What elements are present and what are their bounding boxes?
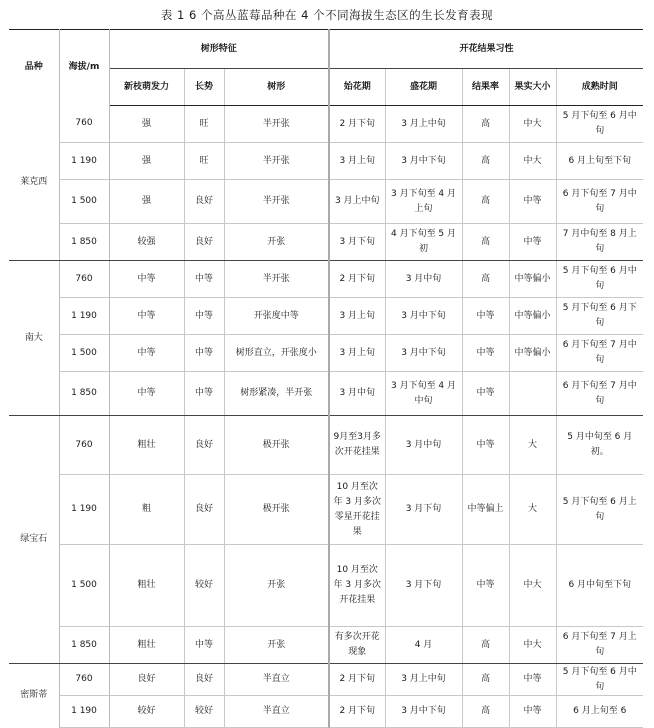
data-cell: 中等 <box>109 298 184 335</box>
data-cell: 半直立 <box>224 696 329 728</box>
altitude-cell: 760 <box>59 261 109 298</box>
altitude-cell: 1 850 <box>59 372 109 416</box>
data-cell: 3 月下旬至 4 月上旬 <box>385 180 462 224</box>
data-cell: 良好 <box>184 224 224 261</box>
data-cell: 有多次开花现象 <box>329 627 385 664</box>
data-cell: 中等 <box>184 261 224 298</box>
header-first-bloom: 始花期 <box>329 69 385 106</box>
table-body <box>9 106 643 728</box>
data-cell: 中等 <box>109 261 184 298</box>
data-cell: 中等偏小 <box>509 261 556 298</box>
table-row <box>9 180 643 224</box>
data-cell: 良好 <box>184 475 224 545</box>
data-cell: 中等 <box>509 664 556 696</box>
data-cell: 5 月中旬至 6 月初。 <box>556 416 643 475</box>
data-cell: 中大 <box>509 143 556 180</box>
altitude-cell: 1 190 <box>59 143 109 180</box>
header-tree-group: 树形特征 <box>109 30 329 69</box>
data-cell: 2 月下旬 <box>329 696 385 728</box>
data-cell: 3 月上旬 <box>329 298 385 335</box>
table-row <box>9 416 643 475</box>
data-cell: 良好 <box>184 416 224 475</box>
data-cell: 高 <box>462 224 509 261</box>
data-cell: 中等 <box>109 372 184 416</box>
header-maturity: 成熟时间 <box>556 69 643 106</box>
data-cell: 良好 <box>184 664 224 696</box>
data-cell: 3 月中下旬 <box>385 298 462 335</box>
data-cell: 3 月中下旬 <box>385 143 462 180</box>
variety-cell: 南大 <box>9 261 59 416</box>
data-cell: 开张度中等 <box>224 298 329 335</box>
data-cell: 良好 <box>109 664 184 696</box>
header-fruit-set: 结果率 <box>462 69 509 106</box>
data-cell: 3 月上旬 <box>329 335 385 372</box>
data-cell: 6 月上旬至 6 <box>556 696 643 728</box>
data-cell: 5 月下旬至 6 月下旬 <box>556 298 643 335</box>
data-cell: 高 <box>462 180 509 224</box>
data-cell: 中等 <box>509 224 556 261</box>
data-cell: 6 月下旬至 7 月中旬 <box>556 335 643 372</box>
altitude-cell: 760 <box>59 416 109 475</box>
table-row <box>9 475 643 545</box>
data-cell: 3 月上旬 <box>329 143 385 180</box>
altitude-cell: 1 190 <box>59 475 109 545</box>
altitude-cell: 1 500 <box>59 180 109 224</box>
data-cell: 3 月中下旬 <box>385 335 462 372</box>
data-cell: 2 月下旬 <box>329 106 385 143</box>
table-row <box>9 261 643 298</box>
data-cell: 强 <box>109 106 184 143</box>
data-cell: 3 月上中旬 <box>329 180 385 224</box>
data-cell: 中等 <box>462 335 509 372</box>
variety-cell: 密斯蒂 <box>9 664 59 728</box>
data-cell: 10 月至次年 3 月多次开花挂果 <box>329 545 385 627</box>
data-cell: 6 月下旬至 7 月中旬 <box>556 180 643 224</box>
data-cell: 中等 <box>184 372 224 416</box>
data-cell: 中等 <box>462 416 509 475</box>
data-cell: 高 <box>462 696 509 728</box>
data-cell: 2 月下旬 <box>329 261 385 298</box>
data-cell: 3 月下旬 <box>385 545 462 627</box>
data-cell: 树形紧凑，半开张 <box>224 372 329 416</box>
data-cell: 中等 <box>462 372 509 416</box>
data-cell: 中等 <box>462 298 509 335</box>
data-cell: 6 月上旬至下旬 <box>556 143 643 180</box>
data-cell: 中等偏小 <box>509 298 556 335</box>
data-cell: 半开张 <box>224 143 329 180</box>
data-cell: 旺 <box>184 106 224 143</box>
data-cell: 中等 <box>462 545 509 627</box>
data-cell: 高 <box>462 261 509 298</box>
data-cell: 高 <box>462 627 509 664</box>
header-full-bloom: 盛花期 <box>385 69 462 106</box>
data-cell: 3 月上中旬 <box>385 664 462 696</box>
table-row <box>9 143 643 180</box>
data-cell: 半开张 <box>224 106 329 143</box>
table-row <box>9 372 643 416</box>
data-cell: 6 月中旬至下旬 <box>556 545 643 627</box>
data-cell: 中大 <box>509 106 556 143</box>
altitude-cell: 1 850 <box>59 224 109 261</box>
header-variety: 品种 <box>9 30 59 106</box>
data-cell: 6 月下旬至 7 月上旬 <box>556 627 643 664</box>
data-cell: 中等 <box>184 335 224 372</box>
data-cell: 7 月中旬至 8 月上旬 <box>556 224 643 261</box>
data-cell: 3 月下旬 <box>329 224 385 261</box>
data-cell: 中大 <box>509 545 556 627</box>
data-cell: 5 月下旬至 6 月中旬 <box>556 261 643 298</box>
data-cell: 高 <box>462 664 509 696</box>
data-cell: 极开张 <box>224 416 329 475</box>
data-cell: 旺 <box>184 143 224 180</box>
altitude-cell: 1 190 <box>59 298 109 335</box>
data-cell: 3 月中旬 <box>329 372 385 416</box>
data-cell: 良好 <box>184 180 224 224</box>
data-cell: 中等 <box>509 180 556 224</box>
data-cell: 粗壮 <box>109 545 184 627</box>
data-cell: 中等 <box>509 696 556 728</box>
data-cell: 4 月下旬至 5 月初 <box>385 224 462 261</box>
data-cell: 6 月下旬至 7 月中旬 <box>556 372 643 416</box>
data-cell: 中等 <box>184 298 224 335</box>
table-row <box>9 627 643 664</box>
data-cell: 4 月 <box>385 627 462 664</box>
table-caption: 表 1 6 个高丛蓝莓品种在 4 个不同海拔生态区的生长发育表现 <box>160 8 494 22</box>
header-altitude: 海拔/m <box>59 30 109 106</box>
data-cell: 5 月下旬至 6 月中旬 <box>556 106 643 143</box>
data-cell: 较好 <box>109 696 184 728</box>
table-row <box>9 545 643 627</box>
data-cell: 较好 <box>184 696 224 728</box>
header-fruit-group: 开花结果习性 <box>329 30 643 69</box>
header-fruit-size: 果实大小 <box>509 69 556 106</box>
data-cell: 3 月中旬 <box>385 261 462 298</box>
data-cell: 10 月至次年 3 月多次零星开花挂果 <box>329 475 385 545</box>
altitude-cell: 760 <box>59 106 109 143</box>
data-cell: 强 <box>109 180 184 224</box>
data-cell: 粗壮 <box>109 416 184 475</box>
data-cell: 3 月中下旬 <box>385 696 462 728</box>
data-cell: 开张 <box>224 545 329 627</box>
altitude-cell: 760 <box>59 664 109 696</box>
data-cell: 强 <box>109 143 184 180</box>
data-cell: 5 月下旬至 6 月上旬 <box>556 475 643 545</box>
altitude-cell: 1 850 <box>59 627 109 664</box>
table-row <box>9 224 643 261</box>
data-cell: 中等偏上 <box>462 475 509 545</box>
data-cell: 半开张 <box>224 180 329 224</box>
data-cell: 大 <box>509 475 556 545</box>
data-cell: 中等偏小 <box>509 335 556 372</box>
data-cell: 9月至3月多次开花挂果 <box>329 416 385 475</box>
data-cell: 树形直立，开张度小 <box>224 335 329 372</box>
table-row <box>9 106 643 143</box>
data-cell: 较强 <box>109 224 184 261</box>
altitude-cell: 1 190 <box>59 696 109 728</box>
data-cell: 粗壮 <box>109 627 184 664</box>
data-cell: 高 <box>462 106 509 143</box>
header-shoot-vigor: 新枝萌发力 <box>109 69 184 106</box>
table-row <box>9 664 643 696</box>
data-cell: 半直立 <box>224 664 329 696</box>
data-cell: 3 月中旬 <box>385 416 462 475</box>
data-cell <box>509 372 556 416</box>
variety-cell: 莱克西 <box>9 106 59 261</box>
data-cell: 极开张 <box>224 475 329 545</box>
altitude-cell: 1 500 <box>59 545 109 627</box>
variety-cell: 绿宝石 <box>9 416 59 664</box>
data-cell: 3 月下旬 <box>385 475 462 545</box>
data-cell: 中等 <box>109 335 184 372</box>
table-row <box>9 696 643 728</box>
data-cell: 大 <box>509 416 556 475</box>
data-cell: 开张 <box>224 224 329 261</box>
data-cell: 5 月下旬至 6 月中旬 <box>556 664 643 696</box>
table-row <box>9 298 643 335</box>
data-cell: 3 月下旬至 4 月中旬 <box>385 372 462 416</box>
data-cell: 开张 <box>224 627 329 664</box>
data-cell: 3 月上中旬 <box>385 106 462 143</box>
data-cell: 中大 <box>509 627 556 664</box>
header-growth: 长势 <box>184 69 224 106</box>
data-cell: 中等 <box>184 627 224 664</box>
data-cell: 粗 <box>109 475 184 545</box>
growth-table <box>9 29 643 728</box>
table-row <box>9 335 643 372</box>
data-cell: 高 <box>462 143 509 180</box>
data-cell: 较好 <box>184 545 224 627</box>
altitude-cell: 1 500 <box>59 335 109 372</box>
header-tree-shape: 树形 <box>224 69 329 106</box>
data-cell: 2 月下旬 <box>329 664 385 696</box>
data-cell: 半开张 <box>224 261 329 298</box>
